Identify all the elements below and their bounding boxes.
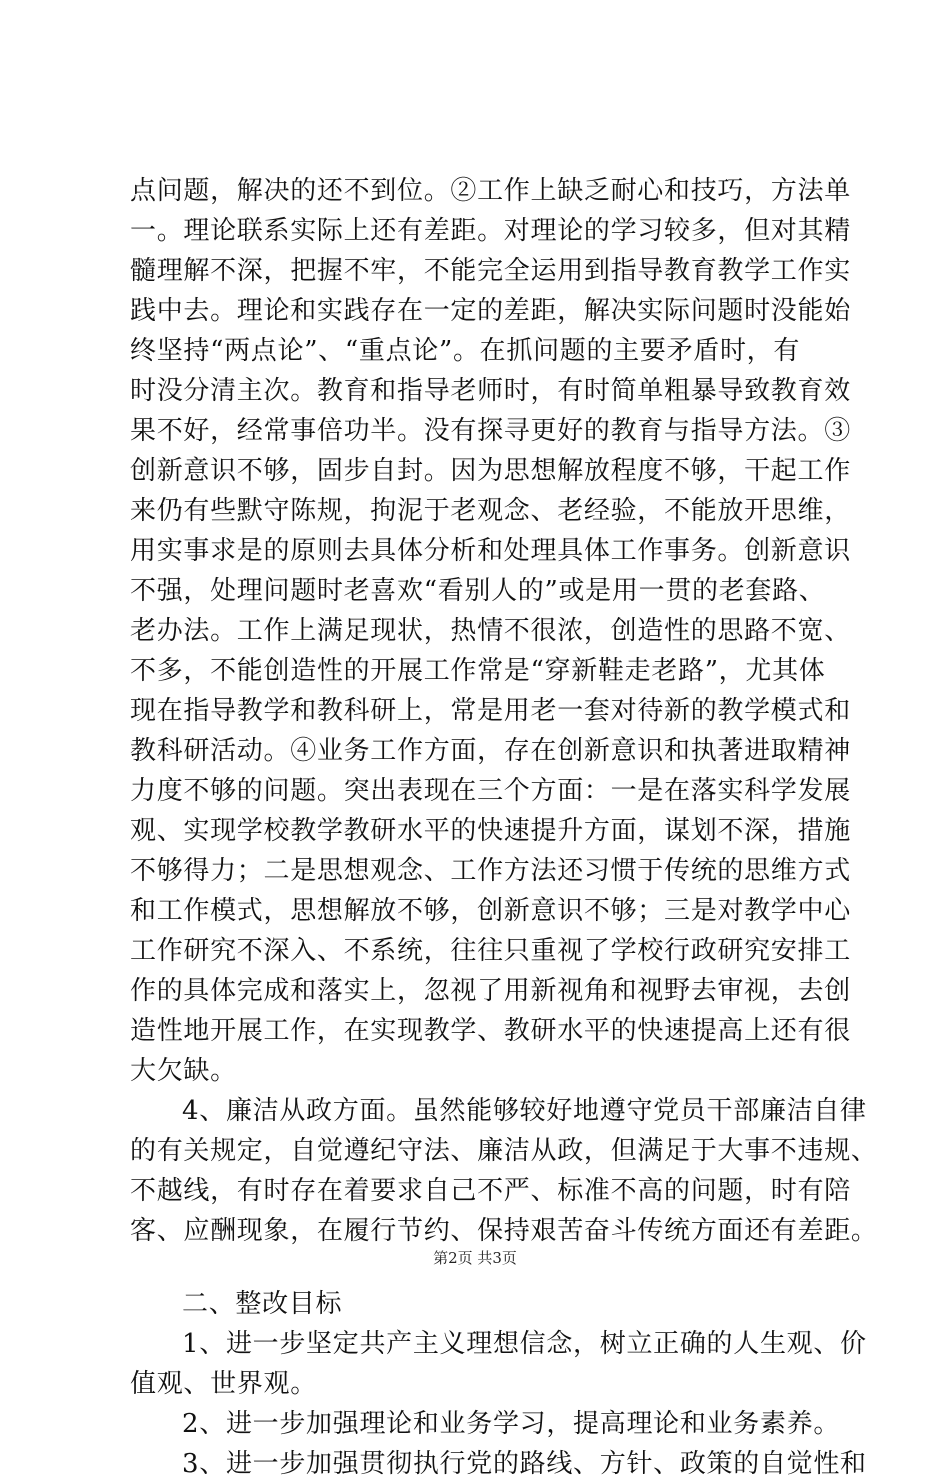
text-line: 力度不够的问题。突出表现在三个方面：一是在落实科学发展 <box>130 776 851 806</box>
text-line: 髓理解不深，把握不牢，不能完全运用到指导教育教学工作实 <box>130 256 851 286</box>
section-rectification-goals <box>130 1284 867 1484</box>
text-line: 4、廉洁从政方面。虽然能够较好地遵守党员干部廉洁自律 <box>182 1096 867 1126</box>
text-line: 造性地开展工作，在实现教学、教研水平的快速提高上还有很 <box>130 1016 851 1046</box>
goal-item-1-continued: 值观、世界观。 <box>130 1369 317 1399</box>
text-line: 果不好，经常事倍功半。没有探寻更好的教育与指导方法。③ <box>130 416 851 446</box>
text-line: 的有关规定，自觉遵纪守法、廉洁从政，但满足于大事不违规、 <box>130 1136 878 1166</box>
text-line: 观、实现学校教学教研水平的快速提升方面，谋划不深，措施 <box>130 816 851 846</box>
goal-item-3: 3、进一步加强贯彻执行党的路线、方针、政策的自觉性和 <box>182 1449 867 1479</box>
text-line: 用实事求是的原则去具体分析和处理具体工作事务。创新意识 <box>130 536 851 566</box>
text-line: 工作研究不深入、不系统，往往只重视了学校行政研究安排工 <box>130 936 851 966</box>
paragraph-integrity <box>130 1091 878 1251</box>
text-line: 不够得力；二是思想观念、工作方法还习惯于传统的思维方式 <box>130 856 851 886</box>
text-line: 大欠缺。 <box>130 1056 237 1086</box>
text-line: 作的具体完成和落实上，忽视了用新视角和视野去审视，去创 <box>130 976 851 1006</box>
text-line: 教科研活动。④业务工作方面，存在创新意识和执著进取精神 <box>130 736 851 766</box>
text-line: 客、应酬现象，在履行节约、保持艰苦奋斗传统方面还有差距。 <box>130 1216 878 1246</box>
text-line: 不越线，有时存在着要求自己不严、标准不高的问题，时有陪 <box>130 1176 851 1206</box>
text-line: 时没分清主次。教育和指导老师时，有时简单粗暴导致教育效 <box>130 376 851 406</box>
document-body <box>130 171 878 1484</box>
text-line: 点问题，解决的还不到位。②工作上缺乏耐心和技巧，方法单 <box>130 176 851 206</box>
page-footer: 第2页 共3页 <box>433 1249 517 1267</box>
paragraph-self-criticism-continued <box>130 171 851 1091</box>
text-line: 现在指导教学和教科研上，常是用老一套对待新的教学模式和 <box>130 696 851 726</box>
text-line: 不多，不能创造性的开展工作常是“穿新鞋走老路”，尤其体 <box>130 656 826 686</box>
goal-item-2: 2、进一步加强理论和业务学习，提高理论和业务素养。 <box>182 1409 841 1439</box>
text-line: 来仍有些默守陈规，拘泥于老观念、老经验，不能放开思维， <box>130 496 851 526</box>
text-line: 终坚持“两点论”、“重点论”。在抓问题的主要矛盾时，有 <box>130 336 801 366</box>
text-line: 一。理论联系实际上还有差距。对理论的学习较多，但对其精 <box>130 216 851 246</box>
text-line: 老办法。工作上满足现状，热情不很浓，创造性的思路不宽、 <box>130 616 851 646</box>
text-line: 创新意识不够，固步自封。因为思想解放程度不够，干起工作 <box>130 456 851 486</box>
goal-item-1: 1、进一步坚定共产主义理想信念，树立正确的人生观、价 <box>182 1329 867 1359</box>
text-line: 践中去。理论和实践存在一定的差距，解决实际问题时没能始 <box>130 296 851 326</box>
section-heading: 二、整改目标 <box>182 1289 343 1319</box>
text-line: 不强，处理问题时老喜欢“看别人的”或是用一贯的老套路、 <box>130 576 826 606</box>
text-line: 和工作模式，思想解放不够，创新意识不够；三是对教学中心 <box>130 896 851 926</box>
